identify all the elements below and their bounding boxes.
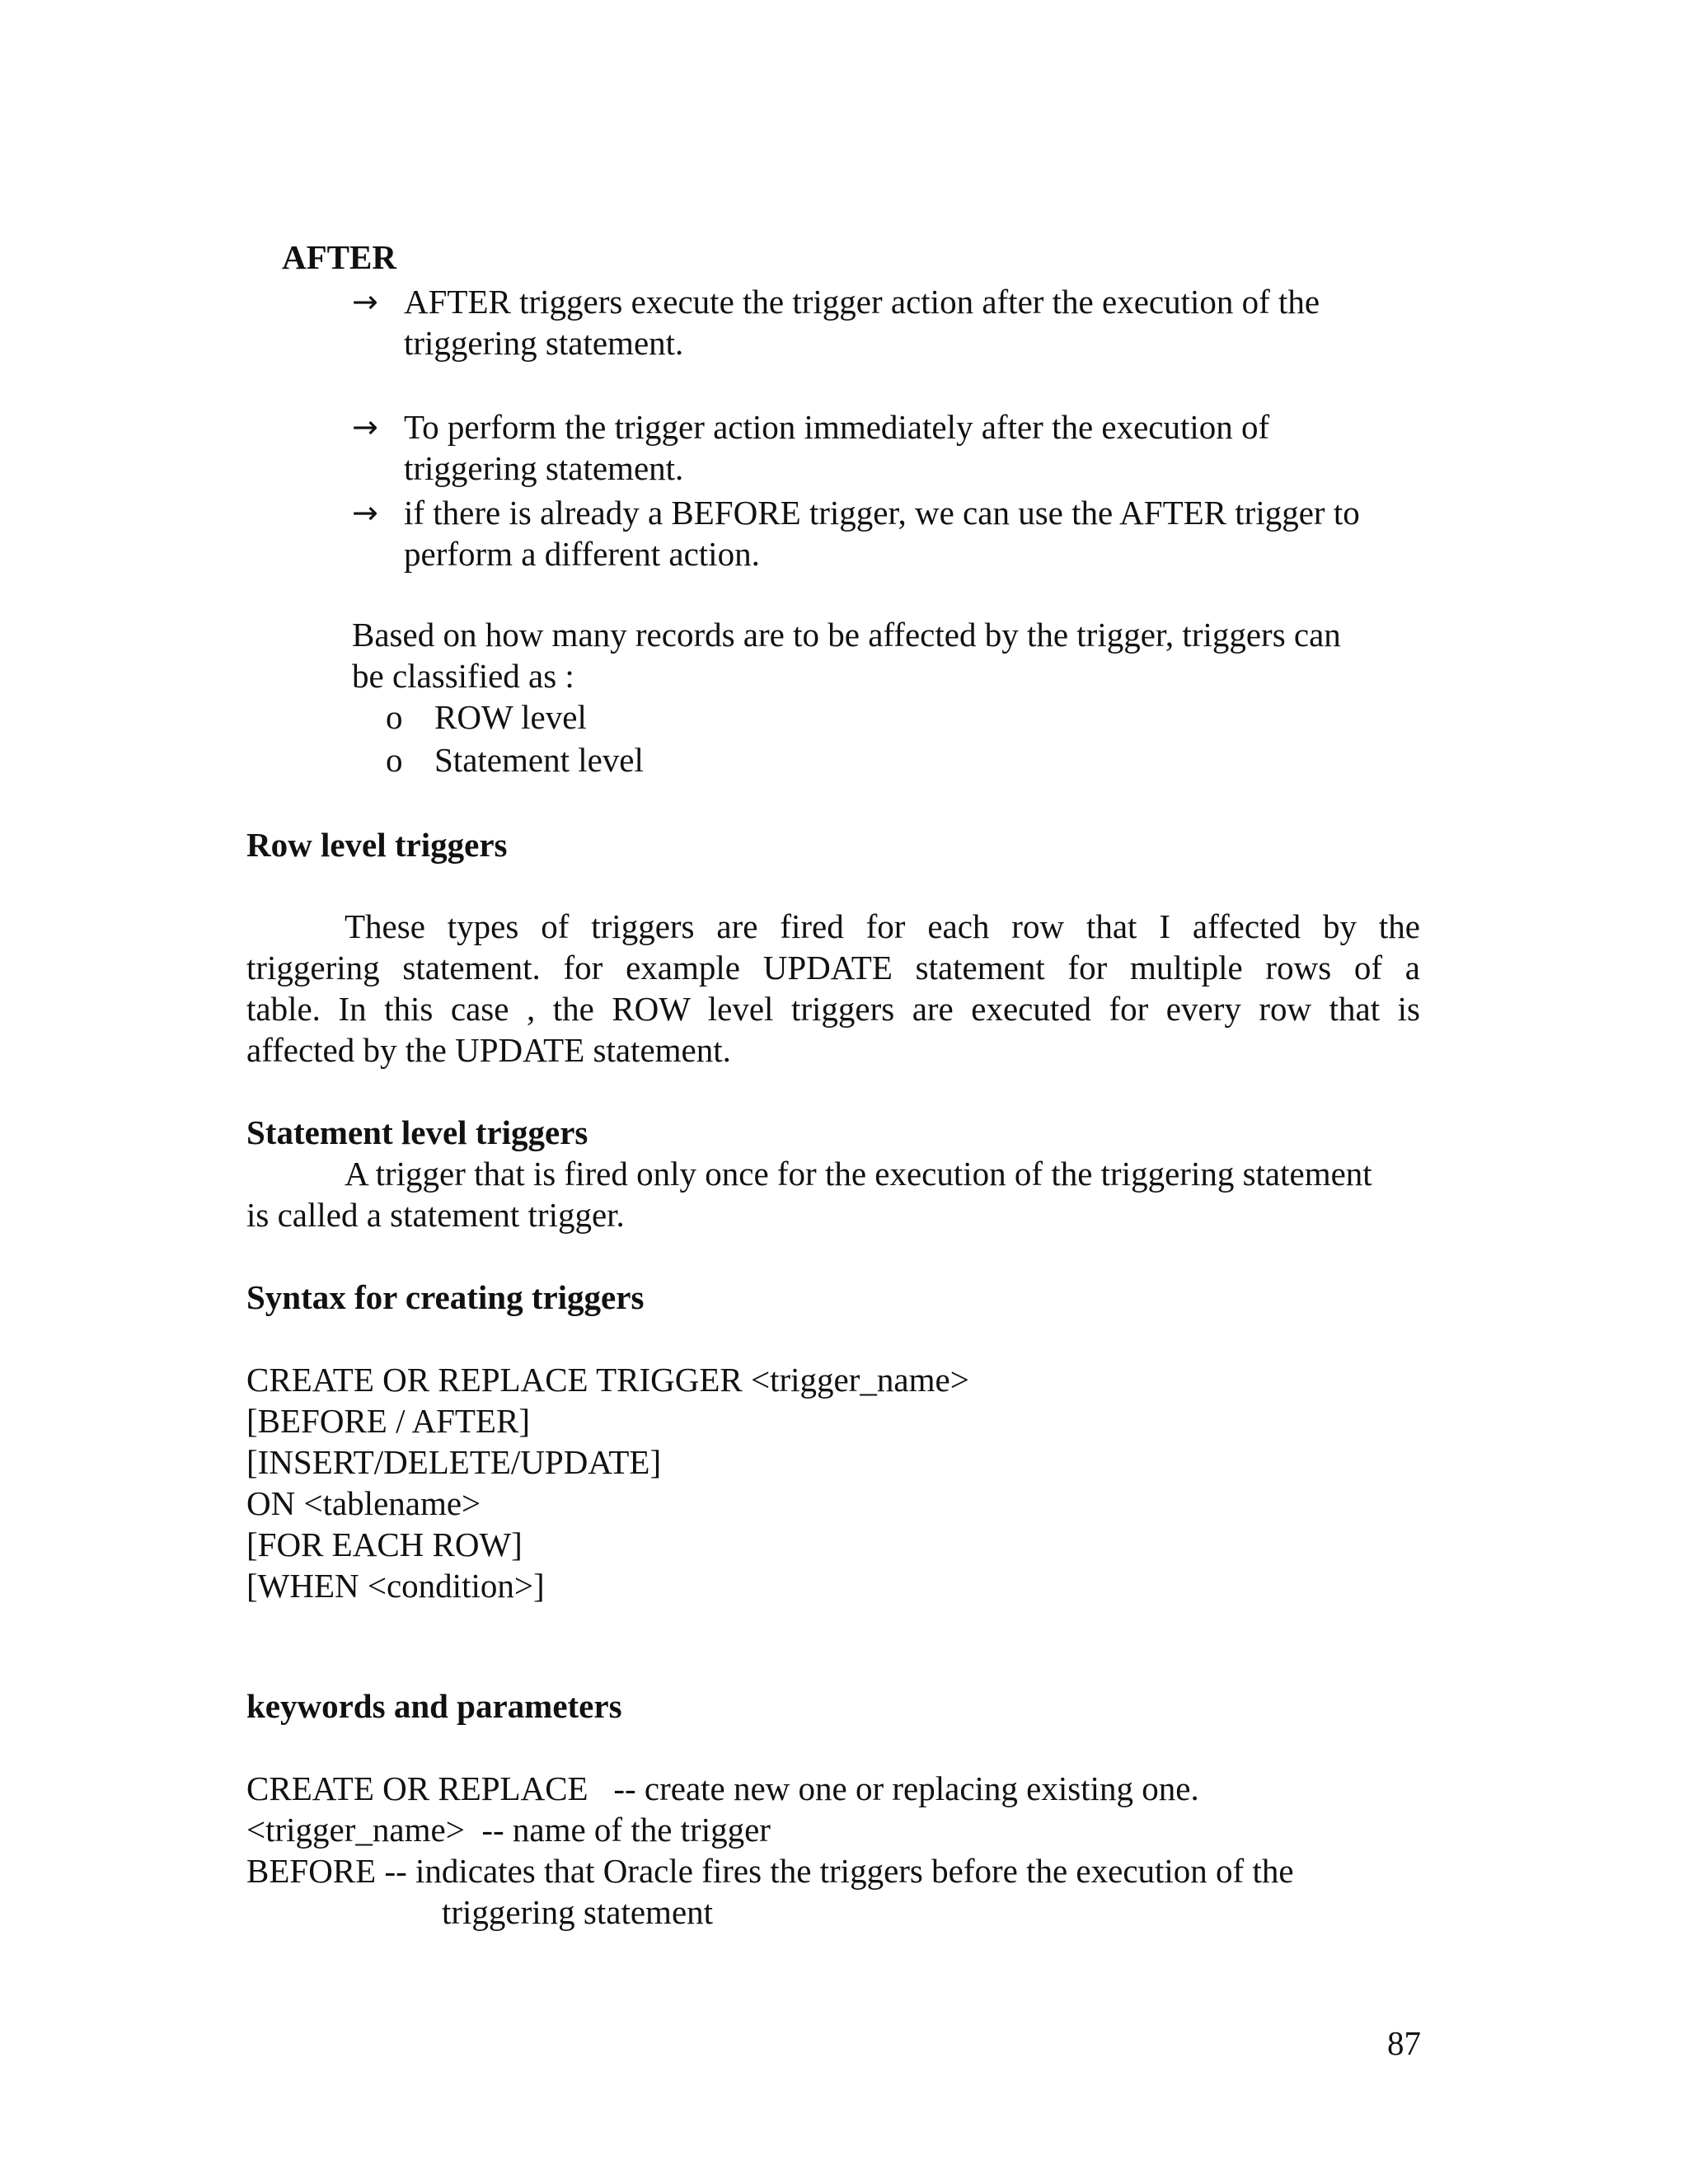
row-level-heading: Row level triggers — [246, 826, 508, 864]
after-bullet-2-line2: triggering statement. — [404, 449, 684, 487]
syntax-heading: Syntax for creating triggers — [246, 1278, 645, 1316]
syntax-line-5: [FOR EACH ROW] — [246, 1526, 523, 1563]
keywords-line-3: BEFORE -- indicates that Oracle fires the triggers before the execution of the — [246, 1852, 1294, 1890]
arrow-icon: → — [352, 494, 378, 531]
syntax-line-3: [INSERT/DELETE/UPDATE] — [246, 1443, 662, 1481]
keywords-line-3-continuation: triggering statement — [442, 1893, 714, 1931]
after-heading: AFTER — [282, 238, 396, 276]
list-marker: o — [386, 698, 403, 736]
classification-line2: be classified as : — [352, 657, 574, 695]
arrow-icon: → — [352, 409, 378, 445]
after-bullet-1-line1: AFTER triggers execute the trigger action after the execution of the — [404, 283, 1320, 321]
after-bullet-1-line2: triggering statement. — [404, 324, 684, 362]
syntax-line-4: ON <tablename> — [246, 1484, 481, 1522]
page-number: 87 — [1387, 2024, 1421, 2062]
row-level-para-line1: These types of triggers are fired for each row that I affected by the — [345, 907, 1420, 945]
classification-item-row: ROW level — [434, 698, 587, 736]
row-level-para-line4: affected by the UPDATE statement. — [246, 1031, 731, 1069]
classification-line1: Based on how many records are to be affected by the trigger, triggers can — [352, 616, 1341, 654]
after-bullet-3-line2: perform a different action. — [404, 535, 760, 573]
keywords-line-1: CREATE OR REPLACE -- create new one or replacing existing one. — [246, 1769, 1199, 1807]
statement-level-para-line1: A trigger that is fired only once for the execution of the triggering statement — [345, 1155, 1372, 1193]
keywords-heading: keywords and parameters — [246, 1687, 622, 1725]
syntax-line-2: [BEFORE / AFTER] — [246, 1402, 530, 1440]
row-level-para-line3: table. In this case , the ROW level triggers are executed for every row that is — [246, 990, 1420, 1028]
statement-level-heading: Statement level triggers — [246, 1113, 588, 1151]
classification-item-statement: Statement level — [434, 741, 644, 779]
keywords-line-2: <trigger_name> -- name of the trigger — [246, 1811, 771, 1849]
row-level-para-line2: triggering statement. for example UPDATE statement for multiple rows of a — [246, 949, 1420, 987]
list-marker: o — [386, 741, 403, 779]
syntax-line-1: CREATE OR REPLACE TRIGGER <trigger_name> — [246, 1361, 969, 1399]
arrow-icon: → — [352, 284, 378, 320]
statement-level-para-line2: is called a statement trigger. — [246, 1196, 625, 1234]
after-bullet-3-line1: if there is already a BEFORE trigger, we can use the AFTER trigger to — [404, 494, 1360, 532]
syntax-line-6: [WHEN <condition>] — [246, 1567, 545, 1605]
after-bullet-2-line1: To perform the trigger action immediately after the execution of — [404, 408, 1270, 446]
